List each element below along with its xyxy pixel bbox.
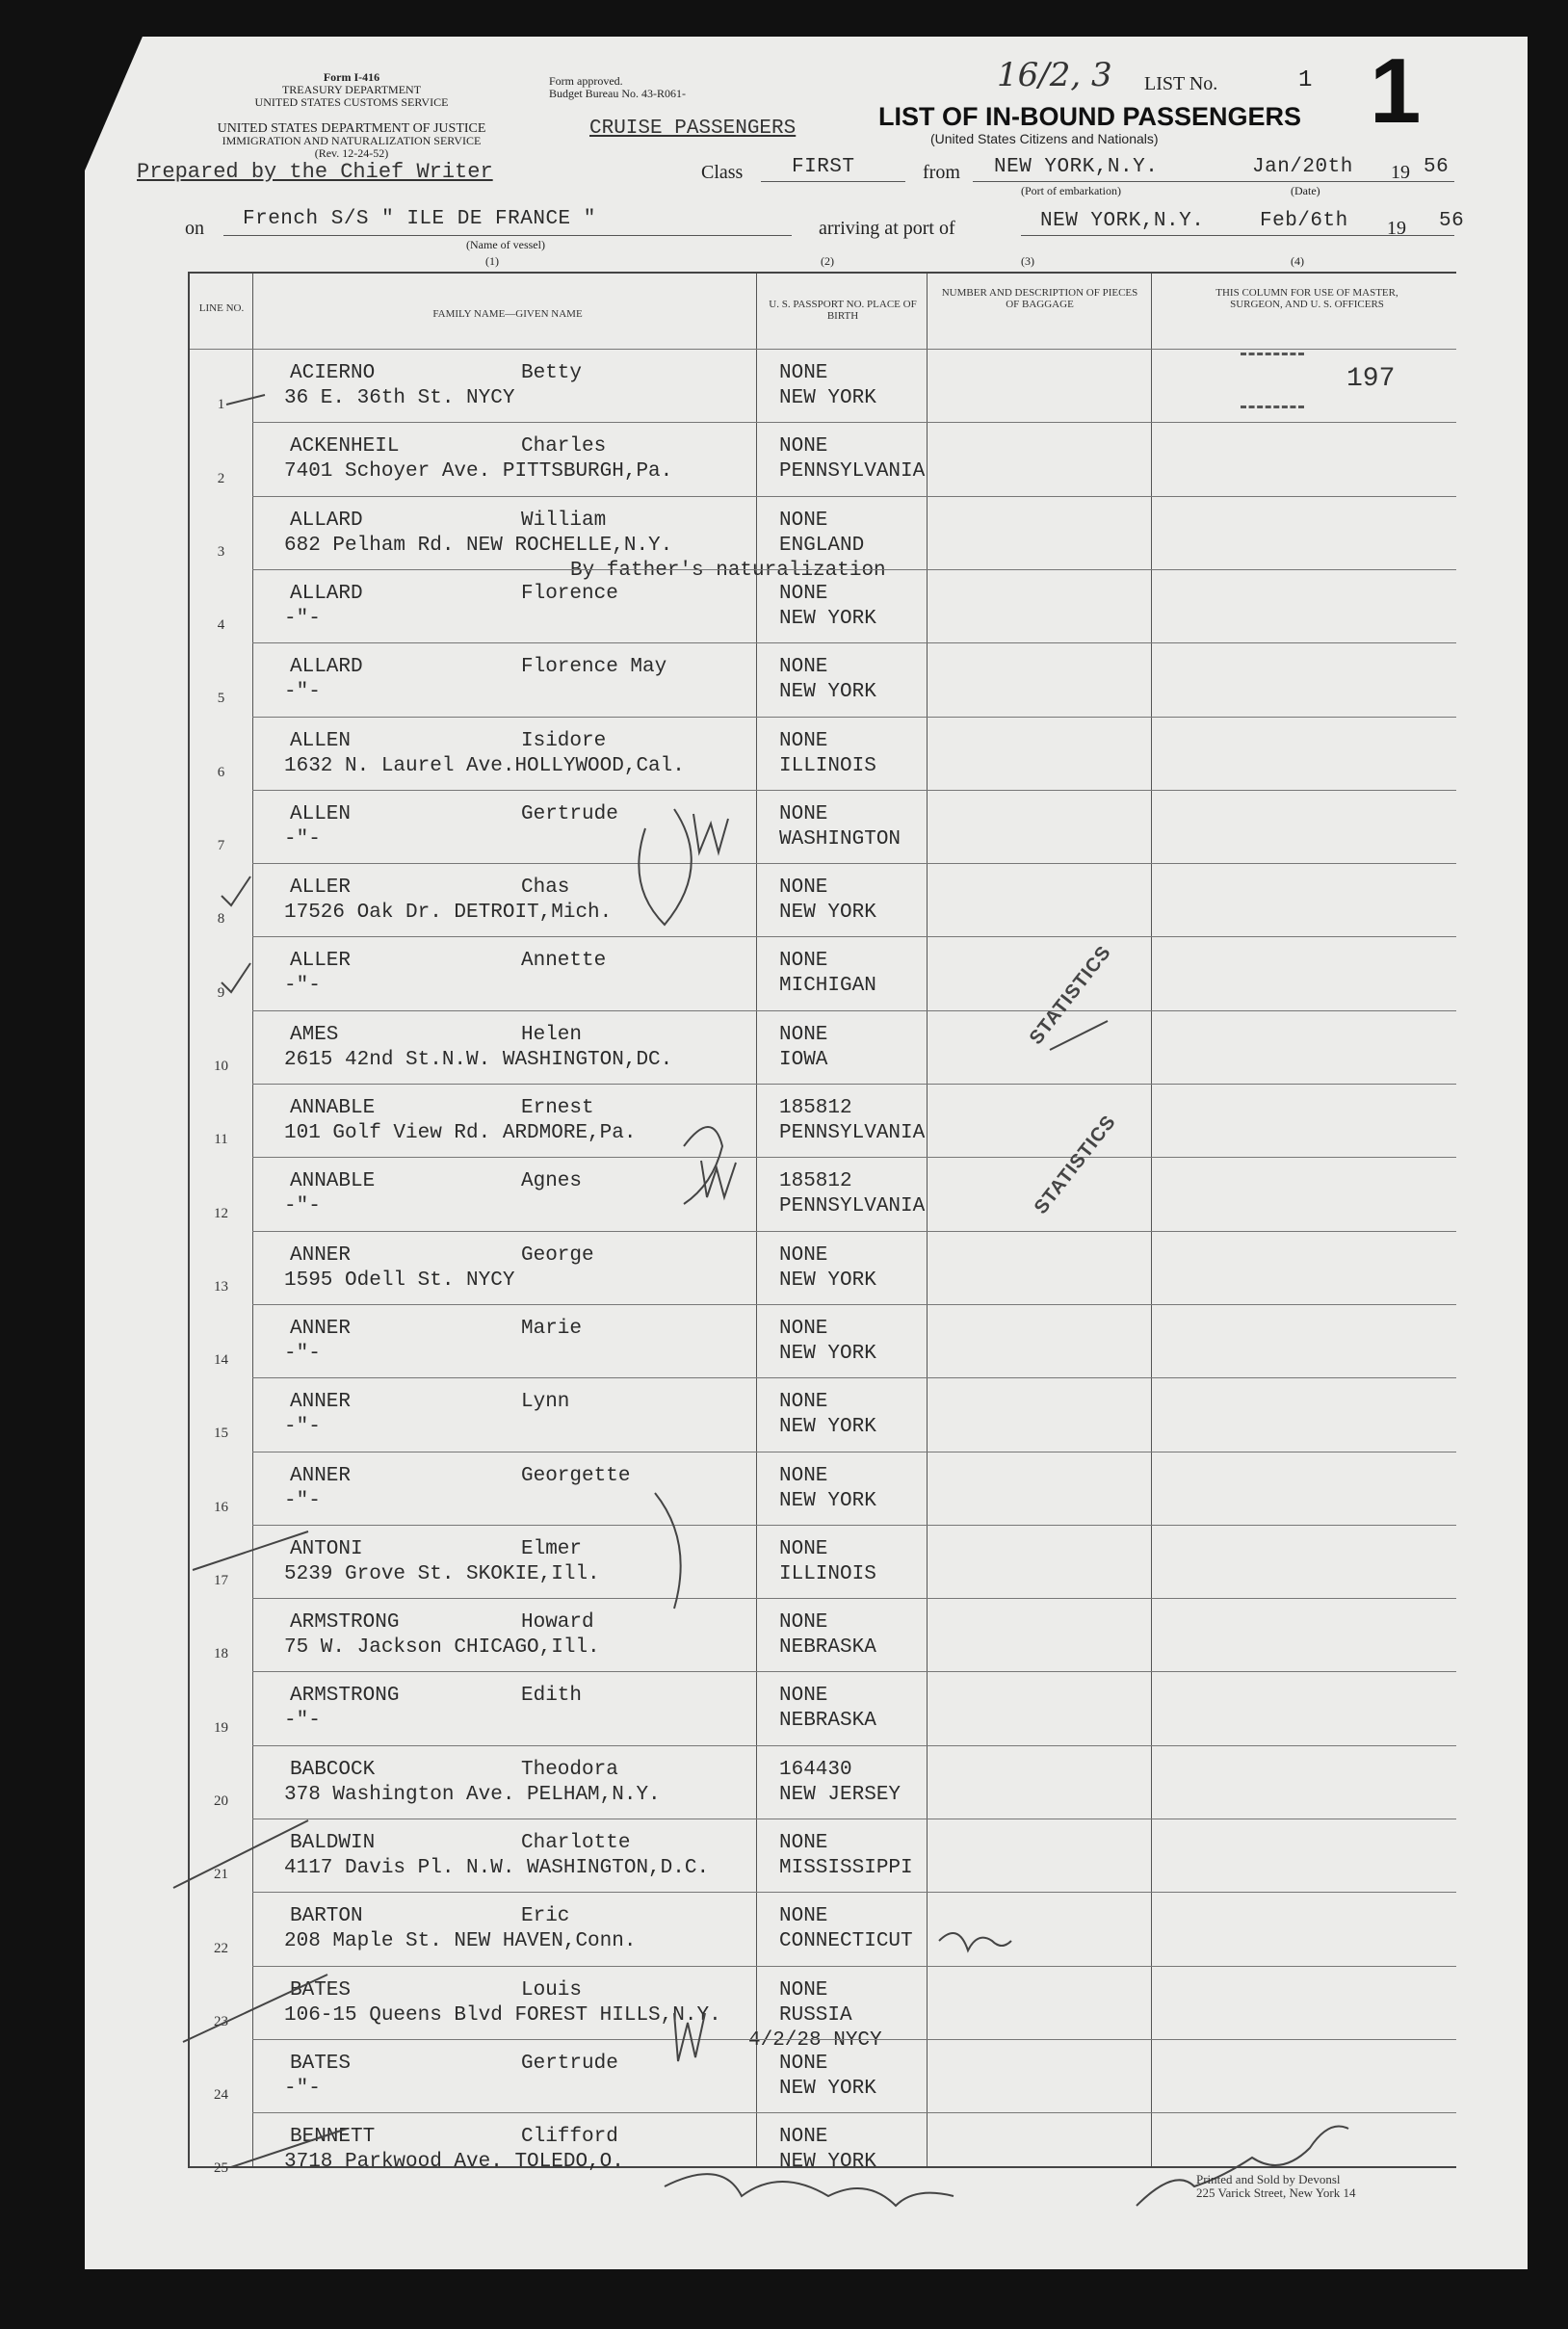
row-divider	[252, 863, 1456, 864]
address: -"-	[284, 827, 321, 850]
family-name: ALLARD	[290, 509, 363, 532]
family-name: ALLARD	[290, 582, 363, 605]
passport-number: NONE	[779, 1905, 828, 1928]
address: 101 Golf View Rd. ARDMORE,Pa.	[284, 1122, 637, 1144]
port-embark-caption: (Port of embarkation)	[1021, 184, 1121, 197]
passport-number: NONE	[779, 1317, 828, 1340]
line-number: 15	[214, 1426, 228, 1442]
line-number: 2	[217, 470, 225, 486]
address: 3718 Parkwood Ave. TOLEDO,O.	[284, 2151, 624, 2174]
row-divider	[252, 1304, 1456, 1305]
address: -"-	[284, 1195, 321, 1218]
family-name: ACKENHEIL	[290, 435, 400, 458]
header-line-no: LINE NO.	[198, 302, 245, 314]
from-year-prefix: 19	[1391, 162, 1410, 183]
family-name: ALLEN	[290, 802, 352, 825]
header-passport: U. S. PASSPORT NO. PLACE OF BIRTH	[769, 299, 917, 322]
given-name: Florence May	[521, 656, 667, 679]
row-divider	[252, 717, 1456, 718]
line-number: 11	[214, 1132, 228, 1148]
arriving-label: arriving at port of	[819, 218, 955, 239]
row-note: By father's naturalization	[570, 559, 886, 582]
budget-bureau-line: Budget Bureau No. 43-R061-	[549, 87, 686, 100]
place-of-birth: NEW YORK	[779, 2077, 876, 2100]
form-approved-line: Form approved.	[549, 74, 623, 88]
from-underline	[973, 181, 1454, 182]
passport-number: NONE	[779, 1243, 828, 1267]
place-of-birth: ENGLAND	[779, 534, 865, 557]
row-note: 4/2/28 NYCY	[748, 2028, 882, 2052]
passport-number: NONE	[779, 1464, 828, 1487]
passport-number: NONE	[779, 877, 828, 900]
class-label: Class	[701, 162, 744, 183]
passport-number: NONE	[779, 582, 828, 605]
row-divider	[252, 1892, 1456, 1893]
address: 1595 Odell St. NYCY	[284, 1269, 515, 1292]
line-number: 16	[214, 1499, 228, 1515]
family-name: BATES	[290, 2052, 352, 2075]
place-of-birth: ILLINOIS	[779, 754, 876, 777]
officer-marks	[1241, 353, 1304, 408]
row-divider	[252, 1157, 1456, 1158]
family-name: BATES	[290, 1978, 352, 2002]
header-officers: THIS COLUMN FOR USE OF MASTER, SURGEON, AND U. S. OFFICERS	[1215, 287, 1398, 310]
given-name: Chas	[521, 877, 570, 900]
given-name: Marie	[521, 1317, 583, 1340]
family-name: ALLER	[290, 877, 352, 900]
family-name: ANNER	[290, 1464, 352, 1487]
header-baggage: NUMBER AND DESCRIPTION OF PIECES OF BAGGAGE	[941, 287, 1138, 310]
given-name: Eric	[521, 1905, 570, 1928]
class-underline	[761, 181, 905, 182]
row-divider	[252, 1377, 1456, 1378]
family-name: ANNER	[290, 1243, 352, 1267]
address: -"-	[284, 1710, 321, 1733]
row-divider	[252, 1525, 1456, 1526]
table-row	[190, 717, 1456, 790]
line-number: 7	[217, 838, 225, 854]
passport-number: NONE	[779, 2052, 828, 2075]
given-name: Edith	[521, 1685, 583, 1708]
place-of-birth: NEW YORK	[779, 902, 876, 925]
given-name: Gertrude	[521, 802, 618, 825]
place-of-birth: NEW YORK	[779, 1489, 876, 1512]
printer-line: Printed and Sold by Devonsl	[1196, 2172, 1341, 2186]
line-number: 23	[214, 2013, 228, 2029]
place-of-birth: PENNSYLVANIA	[779, 460, 926, 484]
address: 208 Maple St. NEW HAVEN,Conn.	[284, 1930, 637, 1953]
passport-number: NONE	[779, 1685, 828, 1708]
arrival-year-suffix: 56	[1439, 210, 1465, 232]
passport-number: NONE	[779, 1978, 828, 2002]
from-port: NEW YORK,N.Y.	[994, 156, 1159, 178]
line-number: 19	[214, 1719, 228, 1736]
family-name: BABCOCK	[290, 1758, 376, 1781]
address: 682 Pelham Rd. NEW ROCHELLE,N.Y.	[284, 534, 673, 557]
table-row	[190, 642, 1456, 716]
table-row	[190, 936, 1456, 1009]
line-number: 14	[214, 1352, 228, 1369]
family-name: ANNABLE	[290, 1170, 376, 1193]
from-date: Jan/20th	[1252, 156, 1353, 178]
ins-line: IMMIGRATION AND NATURALIZATION SERVICE	[222, 134, 482, 147]
document-subtitle: (United States Citizens and Nationals)	[930, 131, 1159, 146]
table-row	[190, 569, 1456, 642]
address: 2615 42nd St.N.W. WASHINGTON,DC.	[284, 1048, 673, 1071]
given-name: Howard	[521, 1611, 594, 1635]
list-no-value: 1	[1298, 67, 1313, 93]
line-number: 8	[217, 911, 225, 928]
printer-address: 225 Varick Street, New York 14	[1196, 2185, 1356, 2200]
given-name: Helen	[521, 1023, 583, 1046]
line-number: 6	[217, 764, 225, 780]
address: -"-	[284, 607, 321, 630]
address: -"-	[284, 1342, 321, 1365]
statistics-stamp: STATISTICS	[1030, 1111, 1121, 1218]
table-row	[190, 1966, 1456, 2052]
line-number: 5	[217, 691, 225, 707]
prepared-by: Prepared by the Chief Writer	[137, 160, 493, 184]
passport-number: NONE	[779, 656, 828, 679]
table-row	[190, 1745, 1456, 1819]
family-name: ANTONI	[290, 1537, 363, 1560]
officer-number: 197	[1346, 364, 1396, 394]
family-name: BARTON	[290, 1905, 363, 1928]
given-name: Charles	[521, 435, 607, 458]
family-name: ACIERNO	[290, 362, 376, 384]
row-divider	[252, 2039, 1456, 2040]
address: 75 W. Jackson CHICAGO,Ill.	[284, 1636, 600, 1660]
col3-caption: (3)	[1021, 254, 1034, 268]
passport-number: NONE	[779, 802, 828, 825]
printer-credit	[1196, 2173, 1356, 2200]
place-of-birth: NEW YORK	[779, 607, 876, 630]
family-name: ALLEN	[290, 729, 352, 752]
passport-number: NONE	[779, 729, 828, 752]
line-number: 3	[217, 543, 225, 560]
given-name: Agnes	[521, 1170, 583, 1193]
table-row	[190, 1377, 1456, 1451]
place-of-birth: PENNSYLVANIA	[779, 1195, 926, 1218]
given-name: George	[521, 1243, 594, 1267]
from-year-suffix: 56	[1424, 156, 1450, 178]
family-name: ARMSTRONG	[290, 1611, 400, 1635]
address: -"-	[284, 1489, 321, 1512]
row-divider	[252, 1966, 1456, 1967]
statistics-stamp: STATISTICS	[1025, 941, 1116, 1049]
table-row	[190, 1304, 1456, 1377]
place-of-birth: NEW YORK	[779, 2151, 876, 2174]
address: -"-	[284, 1416, 321, 1439]
given-name: Louis	[521, 1978, 583, 2002]
place-of-birth: ILLINOIS	[779, 1562, 876, 1585]
form-id: Form I-416	[323, 70, 380, 84]
vessel-name: French S/S " ILE DE FRANCE "	[243, 208, 596, 230]
passport-number: NONE	[779, 1023, 828, 1046]
table-row	[190, 1084, 1456, 1157]
given-name: Elmer	[521, 1537, 583, 1560]
table-row	[190, 790, 1456, 863]
address: -"-	[284, 2077, 321, 2100]
row-divider	[252, 1671, 1456, 1672]
table-row	[190, 863, 1456, 936]
arrival-port: NEW YORK,N.Y.	[1040, 210, 1205, 232]
passport-number: NONE	[779, 1391, 828, 1414]
row-divider	[252, 642, 1456, 643]
passport-number: NONE	[779, 2126, 828, 2149]
given-name: Betty	[521, 362, 583, 384]
from-label: from	[923, 162, 960, 183]
row-divider	[252, 2112, 1456, 2113]
place-of-birth: NEW YORK	[779, 1416, 876, 1439]
document-title: LIST OF IN-BOUND PASSENGERS	[878, 102, 1302, 131]
address: 5239 Grove St. SKOKIE,Ill.	[284, 1562, 600, 1585]
header-name: FAMILY NAME—GIVEN NAME	[432, 308, 583, 320]
form-approved	[549, 75, 742, 100]
given-name: Georgette	[521, 1464, 631, 1487]
line-number: 24	[214, 2087, 228, 2104]
place-of-birth: NEW YORK	[779, 1269, 876, 1292]
doj-line: UNITED STATES DEPARTMENT OF JUSTICE	[217, 121, 486, 136]
place-of-birth: NEBRASKA	[779, 1636, 876, 1660]
line-number: 1	[217, 397, 225, 413]
line-number: 17	[214, 1573, 228, 1589]
table-row	[190, 1598, 1456, 1671]
given-name: Florence	[521, 582, 618, 605]
passport-number: NONE	[779, 435, 828, 458]
row-divider	[252, 1598, 1456, 1599]
family-name: ALLER	[290, 950, 352, 973]
line-number: 9	[217, 984, 225, 1001]
place-of-birth: NEBRASKA	[779, 1710, 876, 1733]
row-divider	[252, 936, 1456, 937]
family-name: AMES	[290, 1023, 339, 1046]
address: 7401 Schoyer Ave. PITTSBURGH,Pa.	[284, 460, 673, 484]
passport-number: NONE	[779, 362, 828, 384]
address: 106-15 Queens Blvd FOREST HILLS,N.Y.	[284, 2003, 721, 2027]
line-number: 20	[214, 1793, 228, 1809]
family-name: ANNER	[290, 1391, 352, 1414]
line-number: 25	[214, 2160, 228, 2177]
row-divider	[252, 422, 1456, 423]
passport-number: 185812	[779, 1170, 852, 1193]
given-name: Gertrude	[521, 2052, 618, 2075]
family-name: ANNER	[290, 1317, 352, 1340]
line-number: 21	[214, 1867, 228, 1883]
rev-line: (Rev. 12-24-52)	[314, 146, 389, 160]
given-name: Ernest	[521, 1097, 594, 1119]
table-row	[190, 1525, 1456, 1598]
passport-number: NONE	[779, 509, 828, 532]
passport-number: NONE	[779, 1832, 828, 1854]
line-number: 12	[214, 1205, 228, 1221]
given-name: Lynn	[521, 1391, 570, 1414]
place-of-birth: NEW JERSEY	[779, 1783, 902, 1806]
place-of-birth: MICHIGAN	[779, 975, 876, 998]
row-divider	[252, 569, 1456, 570]
arrival-year-prefix: 19	[1387, 218, 1406, 239]
col4-caption: (4)	[1291, 254, 1304, 268]
line-number: 13	[214, 1278, 228, 1295]
table-row	[190, 1671, 1456, 1744]
given-name: Isidore	[521, 729, 607, 752]
address: -"-	[284, 681, 321, 704]
vessel-caption: (Name of vessel)	[466, 238, 545, 251]
form-number	[241, 71, 462, 109]
row-divider	[252, 496, 1456, 497]
given-name: Charlotte	[521, 1832, 631, 1854]
family-name: BALDWIN	[290, 1832, 376, 1854]
given-name: Annette	[521, 950, 607, 973]
place-of-birth: NEW YORK	[779, 681, 876, 704]
place-of-birth: CONNECTICUT	[779, 1930, 913, 1953]
table-row	[190, 1452, 1456, 1525]
family-name: BENNETT	[290, 2126, 376, 2149]
row-divider	[252, 1010, 1456, 1011]
on-label: on	[185, 218, 204, 239]
address: 378 Washington Ave. PELHAM,N.Y.	[284, 1783, 661, 1806]
given-name: William	[521, 509, 607, 532]
place-of-birth: PENNSYLVANIA	[779, 1122, 926, 1144]
address: -"-	[284, 975, 321, 998]
passport-number: 164430	[779, 1758, 852, 1781]
col1-caption: (1)	[485, 254, 499, 268]
place-of-birth: NEW YORK	[779, 387, 876, 409]
table-row	[190, 1157, 1456, 1230]
list-no-label: LIST No.	[1144, 73, 1218, 94]
address: 4117 Davis Pl. N.W. WASHINGTON,D.C.	[284, 1857, 710, 1879]
passport-number: 185812	[779, 1097, 852, 1119]
address: 36 E. 36th St. NYCY	[284, 387, 515, 409]
doj-block	[173, 122, 530, 160]
address: 17526 Oak Dr. DETROIT,Mich.	[284, 902, 613, 925]
line-number: 4	[217, 617, 225, 634]
table-row	[190, 422, 1456, 495]
place-of-birth: MISSISSIPPI	[779, 1857, 913, 1879]
place-of-birth: NEW YORK	[779, 1342, 876, 1365]
place-of-birth: WASHINGTON	[779, 827, 902, 850]
cruise-passengers: CRUISE PASSENGERS	[589, 118, 797, 140]
vessel-underline	[223, 235, 792, 236]
table-row	[190, 1010, 1456, 1084]
given-name: Theodora	[521, 1758, 618, 1781]
family-name: ARMSTRONG	[290, 1685, 400, 1708]
arrival-underline	[1021, 235, 1454, 236]
handwritten-ref: 16/2, 3	[997, 56, 1112, 94]
line-number: 10	[214, 1058, 228, 1074]
arrival-date: Feb/6th	[1260, 210, 1348, 232]
table-row	[190, 1819, 1456, 1892]
row-divider	[252, 1084, 1456, 1085]
line-number: 22	[214, 1940, 228, 1956]
address: 1632 N. Laurel Ave.HOLLYWOOD,Cal.	[284, 754, 685, 777]
table-row	[190, 1892, 1456, 1965]
place-of-birth: RUSSIA	[779, 2003, 852, 2027]
row-divider	[252, 1231, 1456, 1232]
passport-number: NONE	[779, 1611, 828, 1635]
table-row	[190, 2039, 1456, 2112]
row-divider	[252, 790, 1456, 791]
row-divider	[252, 1745, 1456, 1746]
class-value: FIRST	[792, 156, 855, 178]
line-number: 18	[214, 1646, 228, 1662]
family-name: ALLARD	[290, 656, 363, 679]
place-of-birth: IOWA	[779, 1048, 828, 1071]
given-name: Clifford	[521, 2126, 618, 2149]
treasury-dept: TREASURY DEPARTMENT	[281, 83, 422, 96]
date-caption: (Date)	[1291, 184, 1320, 197]
family-name: ANNABLE	[290, 1097, 376, 1119]
table-row	[190, 1231, 1456, 1304]
passport-number: NONE	[779, 950, 828, 973]
page-number: 1	[1370, 39, 1422, 143]
customs-service: UNITED STATES CUSTOMS SERVICE	[254, 95, 449, 109]
table-row	[190, 496, 1456, 582]
passport-number: NONE	[779, 1537, 828, 1560]
passenger-table	[188, 272, 1456, 2177]
col2-caption: (2)	[821, 254, 834, 268]
